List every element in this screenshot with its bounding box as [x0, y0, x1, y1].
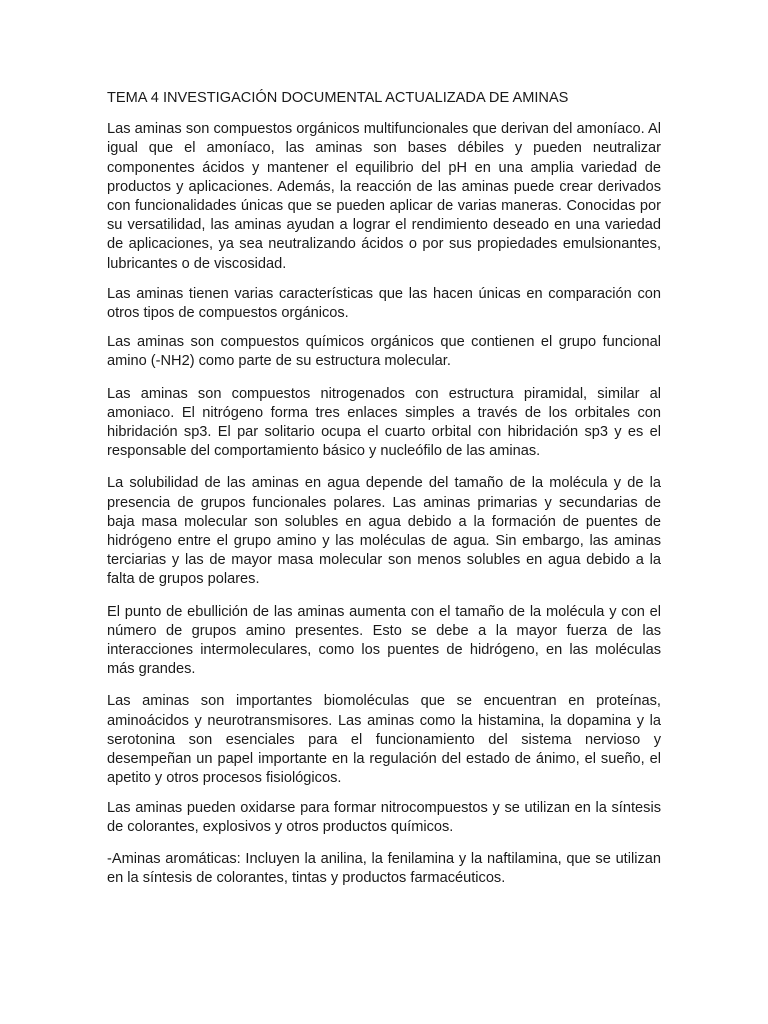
paragraph-boiling-point: El punto de ebullición de las aminas aumenta con el tamaño de la molécula y con el número de grupos amino presentes. Esto se debe a la mayor fuerza de las interacciones intermoleculares, como los puentes de hidrógeno, en las moléculas más grandes. [107, 603, 661, 678]
paragraph-biomolecules: Las aminas son importantes biomoléculas que se encuentran en proteínas, aminoácidos y neurotransmisores. Las aminas como la histamina, la dopamina y la serotonina son esenciales para el funcionamiento del sistema nervioso y desempeñan un papel importante en la regulación del estado de ánimo, el sueño, el apetito y otros procesos fisiológicos. [107, 693, 661, 787]
paragraph-structure: Las aminas son compuestos nitrogenados con estructura piramidal, similar al amoniaco. El nitrógeno forma tres enlaces simples a través de los orbitales con hibridación sp3. El par solitario ocupa el cuarto orbital con hibridación sp3 y es el responsable del comportamiento básico y nucleófilo de las aminas. [107, 385, 661, 460]
document-title: TEMA 4 INVESTIGACIÓN DOCUMENTAL ACTUALIZADA DE AMINAS [107, 90, 569, 106]
paragraph-oxidation: Las aminas pueden oxidarse para formar nitrocompuestos y se utilizan en la síntesis de colorantes, explosivos y otros productos químicos. [107, 799, 661, 835]
paragraph-characteristics: Las aminas tienen varias características que las hacen únicas en comparación con otros tipos de compuestos orgánicos. [107, 285, 661, 322]
paragraph-intro: Las aminas son compuestos orgánicos multifuncionales que derivan del amoníaco. Al igual que el amoníaco, las aminas son bases débiles y pueden neutralizar componentes ácidos y mantener el equilibrio del pH en una amplia variedad de productos y aplicaciones. Además, la reacción de las aminas puede crear derivados con funcionalidades únicas que se pueden aplicar de varias maneras. Conocidas por su versatilidad, las aminas ayudan a lograr el rendimiento deseado en una variedad de aplicaciones, ya sea neutralizando ácidos o por sus propiedades emulsionantes, lubricantes o de viscosidad. [107, 121, 661, 272]
paragraph-definition: Las aminas son compuestos químicos orgánicos que contienen el grupo funcional amino (-NH2) como parte de su estructura molecular. [107, 334, 661, 370]
paragraph-solubility: La solubilidad de las aminas en agua depende del tamaño de la molécula y de la presencia de grupos funcionales polares. Las aminas primarias y secundarias de baja masa molecular son solubles en agua debido a la formación de puentes de hidrógeno entre el grupo amino y las moléculas de agua. Sin embargo, las aminas terciarias y las de mayor masa molecular son menos solubles en agua debido a la falta de grupos polares. [107, 475, 661, 588]
document-body [107, 89, 661, 888]
paragraph-aromatic-amines: -Aminas aromáticas: Incluyen la anilina, la fenilamina y la naftilamina, que se utilizan en la síntesis de colorantes, tintas y productos farmacéuticos. [107, 850, 661, 887]
